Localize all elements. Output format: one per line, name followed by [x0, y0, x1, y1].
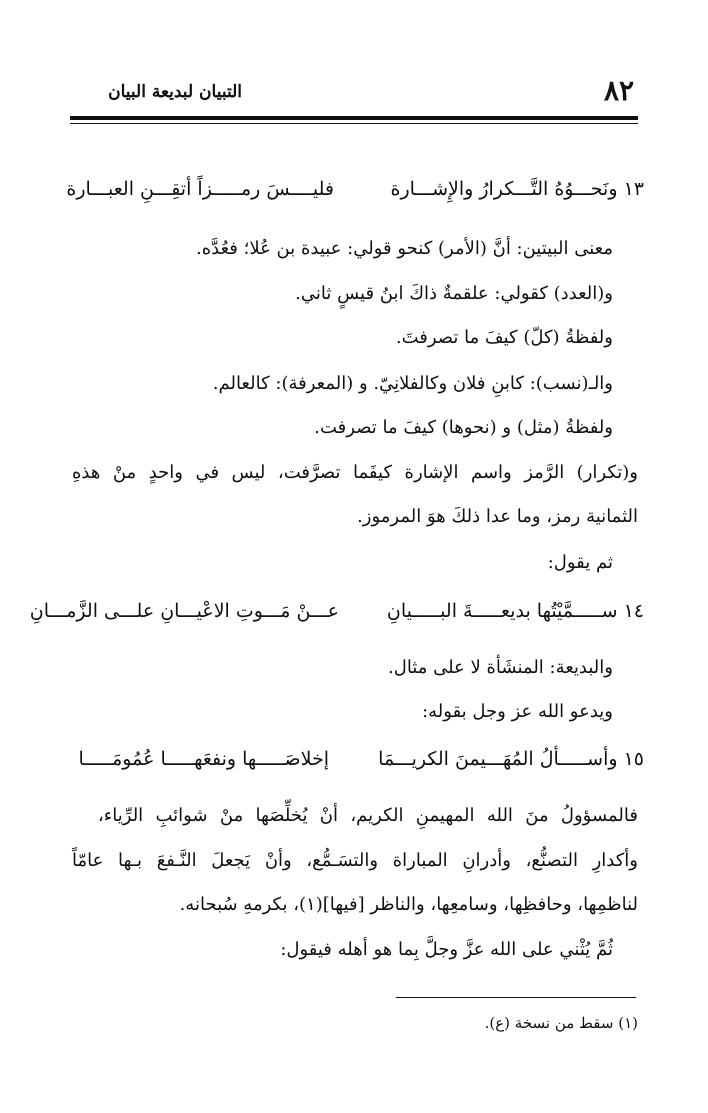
page-number: ٨٢ — [604, 74, 635, 107]
commentary-3-line-2: وأكدارِ التصنُّع، وأدرانِ المباراة والتسَـمُّع، وأنْ يَجعلَ النَّـفعَ بـها عامّاً — [72, 850, 638, 871]
verse-14-second-hemistich: عـــنْ مَـــوتِ الاعْيـــانِ علـــى الزَّمـــانِ — [29, 600, 339, 622]
verse-14-number: ١٤ — [623, 600, 644, 622]
prays-intro: ويدعو الله عز وجل بقوله: — [422, 701, 613, 722]
running-title: التبيان لبديعة البيان — [108, 82, 242, 102]
verse-14-first-text: ســـــمَّيْتُها بديعـــــةَ البـــــيانِ — [386, 600, 618, 622]
footnote: (١) سقط من نسخة (ع). — [484, 1014, 638, 1032]
footnote-rule — [396, 997, 636, 998]
verse-13-second-hemistich: فليــــسَ رمـــــزاً أتقِـــنِ العبـــارة — [66, 178, 334, 200]
commentary-line-5: ولفظةُ (مثل) و (نحوها) كيفَ ما تصرفت. — [314, 417, 613, 438]
verse-15-first-hemistich — [344, 748, 644, 770]
header-rule-thick — [70, 116, 638, 120]
commentary-line-3: ولفظةُ (كلّ) كيفَ ما تصرفتَ. — [395, 327, 613, 348]
commentary-3-line-3: لناظمِها، وحافظِها، وسامعِها، والناظر [فيها](١)، بكرمهِ سُبحانه. — [179, 894, 638, 915]
verse-15-number: ١٥ — [623, 748, 644, 770]
verse-13-first-hemistich — [344, 178, 644, 200]
commentary-line-1: معنى البيتين: أنَّ (الأمر) كنحو قولي: عبيدة بن عُلا؛ فعُدَّه. — [196, 238, 613, 259]
commentary-line-6: و(تكرار) الرَّمز واسم الإشارة كيفَما تصرَّفت، ليس في واحدٍ منْ هذهِ — [72, 462, 638, 483]
verse-14-first-hemistich — [344, 600, 644, 622]
verse-13-first-text: ونَحـــوُهُ التَّـــكرارُ والإِشـــارة — [390, 178, 618, 200]
commentary-3-line-1: فالمسؤولُ منَ الله المهيمنِ الكريم، أنْ يُخلِّصَها منْ شوائبِ الرِّياء، — [98, 805, 638, 826]
header-rule-thin — [70, 123, 638, 124]
verse-15-second-hemistich: إخلاصَـــــها ونفعَهـــــا عُمُومَـــــا — [78, 748, 329, 770]
then-says-line: ثم يقول: — [547, 552, 613, 573]
commentary-line-4: والـ(نسب): كابنِ فلان وكالفلانِيّ. و (المعرفة): كالعالم. — [212, 373, 613, 394]
commentary-badia: والبديعة: المنشَأة لا على مثال. — [388, 657, 613, 678]
commentary-line-2: و(العدد) كقولي: علقمةٌ ذاكَ ابنُ قيسٍ ثاني. — [295, 283, 613, 304]
verse-13-number: ١٣ — [623, 178, 644, 200]
verse-15-first-text: وأســـــألُ المُهَـــيمنَ الكريـــمَا — [378, 748, 618, 770]
commentary-3-line-4: ثُمَّ يُثْني على الله عزَّ وجلَّ بِما هو أهله فيقول: — [280, 939, 613, 960]
commentary-line-7: الثمانية رمز، وما عدا ذلكَ هوَ المرموز. — [357, 506, 638, 527]
